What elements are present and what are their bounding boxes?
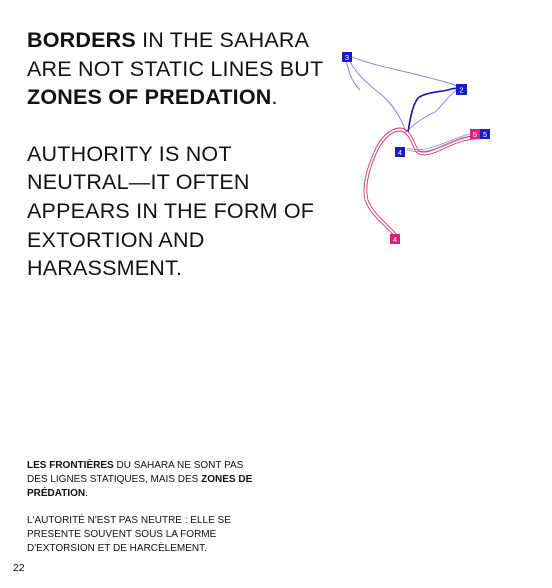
marker-blue-4-label: 4 [397,148,403,157]
quote-french [27,459,255,556]
quote-text-end: . [271,85,278,110]
french-text-end: . [85,487,88,499]
french-bold-zones: ZONES DE PRÉDATION [27,473,253,499]
page-number: 22 [13,562,25,574]
french-text: DU SAHARA NE SONT PAS DES LIGNES STATIQUES, MAIS DES [27,460,244,485]
route-map [330,40,530,260]
quote-bold-borders: BORDERS [27,28,136,52]
quote-paragraph-1 [27,26,327,112]
quote-text: IN THE SAHARA ARE NOT STATIC LINES BUT [27,28,323,81]
pink-route-line-2 [367,131,476,236]
blue-route-line [348,57,460,132]
blue-route-line-3 [346,59,360,90]
french-bold-frontieres: LES FRONTIÈRES [27,460,114,471]
quote-paragraph-2: AUTHORITY IS NOT NEUTRAL—IT OFTEN APPEARS IN THE FORM OF EXTORTION AND HARASSMENT. [27,141,315,281]
marker-blue-3-label: 3 [344,53,350,62]
blue-route-bold [408,85,464,132]
marker-pink-4-label: 4 [392,235,398,244]
marker-blue-5-label: 5 [482,130,488,139]
marker-blue-2-label: 2 [459,85,464,95]
main-quote-english [27,26,327,283]
french-paragraph-2: L'AUTORITÉ N'EST PAS NEUTRE : ELLE SE PRESENTE SOUVENT SOUS LA FORME D'EXTORSION ET DE HARCÈLEMENT. [27,515,231,554]
blue-route-line-2 [350,56,460,88]
french-paragraph-1 [27,459,255,500]
quote-bold-zones: ZONES OF PREDATION [27,85,272,110]
marker-pink-5-label: 5 [472,130,478,139]
